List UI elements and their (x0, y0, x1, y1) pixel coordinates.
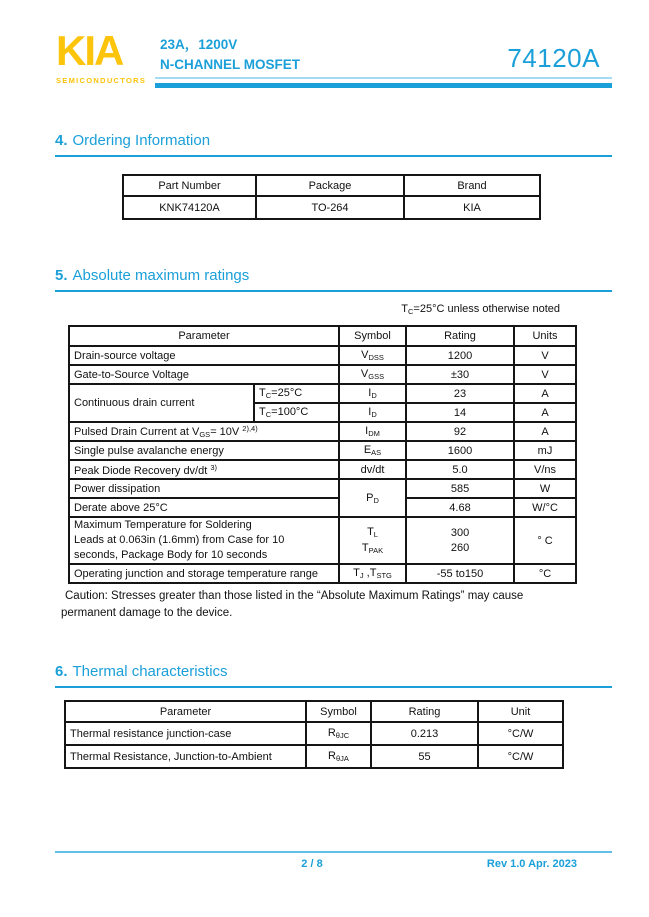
cell-parameter: Maximum Temperature for Soldering Leads at 0.063in (1.6mm) from Case for 10 seconds, Package Body for 10 seconds (69, 517, 339, 564)
cell-unit: °C/W (478, 745, 563, 768)
cell-rating: 585 (406, 479, 514, 498)
col-header-symbol: Symbol (306, 701, 371, 722)
device-summary (160, 35, 300, 76)
cell-units: mJ (514, 441, 576, 460)
col-header-symbol: Symbol (339, 326, 406, 346)
cell-rating: 5.0 (406, 460, 514, 479)
col-header-brand: Brand (404, 175, 540, 196)
table-row (69, 422, 576, 441)
table-row (69, 346, 576, 365)
cell-units: A (514, 403, 576, 422)
header-rule-thin (155, 77, 612, 79)
section-heading-ordering (55, 132, 612, 157)
cell-parameter: Drain-source voltage (69, 346, 339, 365)
table-row (69, 517, 576, 564)
cell-parameter: Power dissipation (69, 479, 339, 498)
col-header-parameter: Parameter (69, 326, 339, 346)
section-title: Thermal characteristics (72, 663, 228, 680)
cell-parameter: Derate above 25°C (69, 498, 339, 517)
cell-unit: °C/W (478, 722, 563, 745)
table-row (69, 564, 576, 583)
cell-symbol: $I_{DM}$ (339, 422, 406, 441)
cell-symbol: $T_J$ $,T_{STG}$ (339, 564, 406, 583)
kia-logo-subtext: SEMICONDUCTORS (56, 75, 147, 85)
cell-units: W/°C (514, 498, 576, 517)
section-title: Ordering Information (72, 132, 211, 149)
cell-rating: 300 260 (406, 517, 514, 564)
col-header-rating: Rating (406, 326, 514, 346)
cell-units: A (514, 384, 576, 403)
cell-units: V (514, 346, 576, 365)
col-header-package: Package (256, 175, 404, 196)
cell-symbol: $I_D$ (339, 403, 406, 422)
table-row (69, 365, 576, 384)
kia-logo (56, 27, 147, 85)
cell-symbol: $E_{AS}$ (339, 441, 406, 460)
cell-units: °C (514, 564, 576, 583)
device-rating-line: 23A，1200V (160, 37, 238, 52)
footer-rule (55, 851, 612, 853)
table-header-row (69, 326, 576, 346)
cell-parameter: Single pulse avalanche energy (69, 441, 339, 460)
cell-parameter: Thermal resistance junction-case (65, 722, 306, 745)
cell-parameter: Gate-to-Source Voltage (69, 365, 339, 384)
cell-rating: 14 (406, 403, 514, 422)
ordering-table (122, 174, 541, 220)
cell-rating: -55 to150 (406, 564, 514, 583)
table-row (69, 384, 576, 403)
cell-part-number: KNK74120A (123, 196, 256, 219)
cell-rating: 1200 (406, 346, 514, 365)
part-number: 74120A (507, 43, 600, 73)
kia-logo-text: KIA (56, 27, 123, 74)
cell-package: TO-264 (256, 196, 404, 219)
cell-parameter: Pulsed Drain Current at $V_{GS}= 10V$ $^{2),4)}$ (69, 422, 339, 441)
table-row (123, 196, 540, 219)
table-header-row (123, 175, 540, 196)
cell-units: A (514, 422, 576, 441)
table-row (65, 722, 563, 745)
absolute-maximum-ratings-table (68, 325, 577, 584)
page-number: 2 / 8 (301, 858, 323, 870)
table-row (69, 498, 576, 517)
cell-condition: $T_C=25^\circ C$ (254, 384, 339, 403)
cell-symbol: dv/dt (339, 460, 406, 479)
col-header-part-number: Part Number (123, 175, 256, 196)
revision-label: Rev 1.0 Apr. 2023 (486, 858, 577, 870)
table-row (69, 479, 576, 498)
table-header-row (65, 701, 563, 722)
cell-symbol: $R_{\theta JC}$ (306, 722, 371, 745)
header-rule-thick (155, 83, 612, 88)
thermal-characteristics-table (64, 700, 564, 769)
cell-rating: 4.68 (406, 498, 514, 517)
section-number: 5. (55, 267, 68, 284)
cell-symbol: $T_L$ $T_{PAK}$ (339, 517, 406, 564)
section-heading-thermal (55, 663, 612, 688)
cell-parameter: Thermal Resistance, Junction-to-Ambient (65, 745, 306, 768)
cell-units: W (514, 479, 576, 498)
cell-rating: 55 (371, 745, 478, 768)
table-row (69, 460, 576, 479)
section-title: Absolute maximum ratings (72, 267, 250, 284)
cell-rating: ±30 (406, 365, 514, 384)
cell-rating: 23 (406, 384, 514, 403)
cell-parameter: Continuous drain current (69, 384, 254, 422)
section-number: 6. (55, 663, 68, 680)
device-type-line: N-CHANNEL MOSFET (160, 57, 300, 73)
section-heading-abs-max (55, 267, 612, 292)
cell-rating: 0.213 (371, 722, 478, 745)
table-row (69, 441, 576, 460)
cell-symbol: $I_D$ (339, 384, 406, 403)
conditions-note: $T_C=25^\circ C$ unless otherwise noted (401, 303, 560, 316)
cell-condition: $T_C=100^\circ C$ (254, 403, 339, 422)
cell-symbol: $V_{DSS}$ (339, 346, 406, 365)
cell-units: V (514, 365, 576, 384)
col-header-unit: Unit (478, 701, 563, 722)
cell-units: ° C (514, 517, 576, 564)
table-row (65, 745, 563, 768)
cell-brand: KIA (404, 196, 540, 219)
caution-note: Caution: Stresses greater than those listed in the “Absolute Maximum Ratings” may cause permanent damage to the device. (61, 590, 524, 620)
cell-rating: 1600 (406, 441, 514, 460)
cell-symbol: $P_D$ (339, 479, 406, 517)
cell-symbol: $V_{GSS}$ (339, 365, 406, 384)
col-header-units: Units (514, 326, 576, 346)
col-header-rating: Rating (371, 701, 478, 722)
cell-units: V/ns (514, 460, 576, 479)
col-header-parameter: Parameter (65, 701, 306, 722)
cell-parameter: Peak Diode Recovery dv/dt $^{3)}$ (69, 460, 339, 479)
cell-rating: 92 (406, 422, 514, 441)
cell-parameter: Operating junction and storage temperature range (69, 564, 339, 583)
section-number: 4. (55, 132, 68, 149)
cell-symbol: $R_{\theta JA}$ (306, 745, 371, 768)
